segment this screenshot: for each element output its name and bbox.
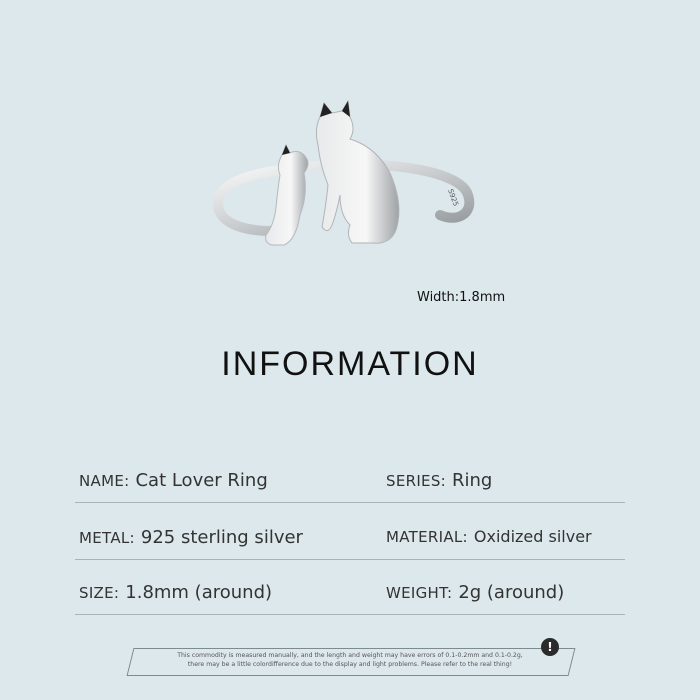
- spec-row: [75, 574, 625, 615]
- small-cat-figure: [266, 145, 308, 245]
- spec-row: [75, 462, 625, 503]
- spec-value-size: 1.8mm (around): [125, 582, 273, 603]
- notice-text: [140, 651, 560, 669]
- spec-label-weight: WEIGHT:: [386, 584, 453, 602]
- spec-label-size: SIZE:: [79, 584, 120, 602]
- spec-label-series: SERIES:: [386, 472, 446, 490]
- spec-value-weight: 2g (around): [458, 582, 565, 603]
- width-note: Width:1.8mm: [417, 290, 506, 305]
- exclamation-icon: !: [541, 638, 559, 656]
- spec-label-metal: METAL:: [79, 529, 135, 547]
- spec-value-metal: 925 sterling silver: [140, 527, 303, 548]
- big-cat-figure: [316, 101, 399, 243]
- spec-value-material: Oxidized silver: [473, 527, 592, 546]
- spec-row: [75, 519, 625, 560]
- notice-line-2: there may be a little colordifference due to the display and light problems. Please refer to the real thing!: [187, 661, 513, 668]
- page-title: INFORMATION: [221, 345, 479, 383]
- cat-ring-image: [200, 95, 490, 255]
- spec-value-series: Ring: [452, 470, 493, 491]
- spec-value-name: Cat Lover Ring: [135, 470, 268, 491]
- spec-label-name: NAME:: [79, 472, 130, 490]
- spec-label-material: MATERIAL:: [386, 528, 468, 546]
- ring-engraving: S925: [446, 187, 460, 208]
- notice-line-1: This commodity is measured manually, and the length and weight may have errors of 0.1-0.2mm and 0.1-0.2g,: [177, 652, 523, 659]
